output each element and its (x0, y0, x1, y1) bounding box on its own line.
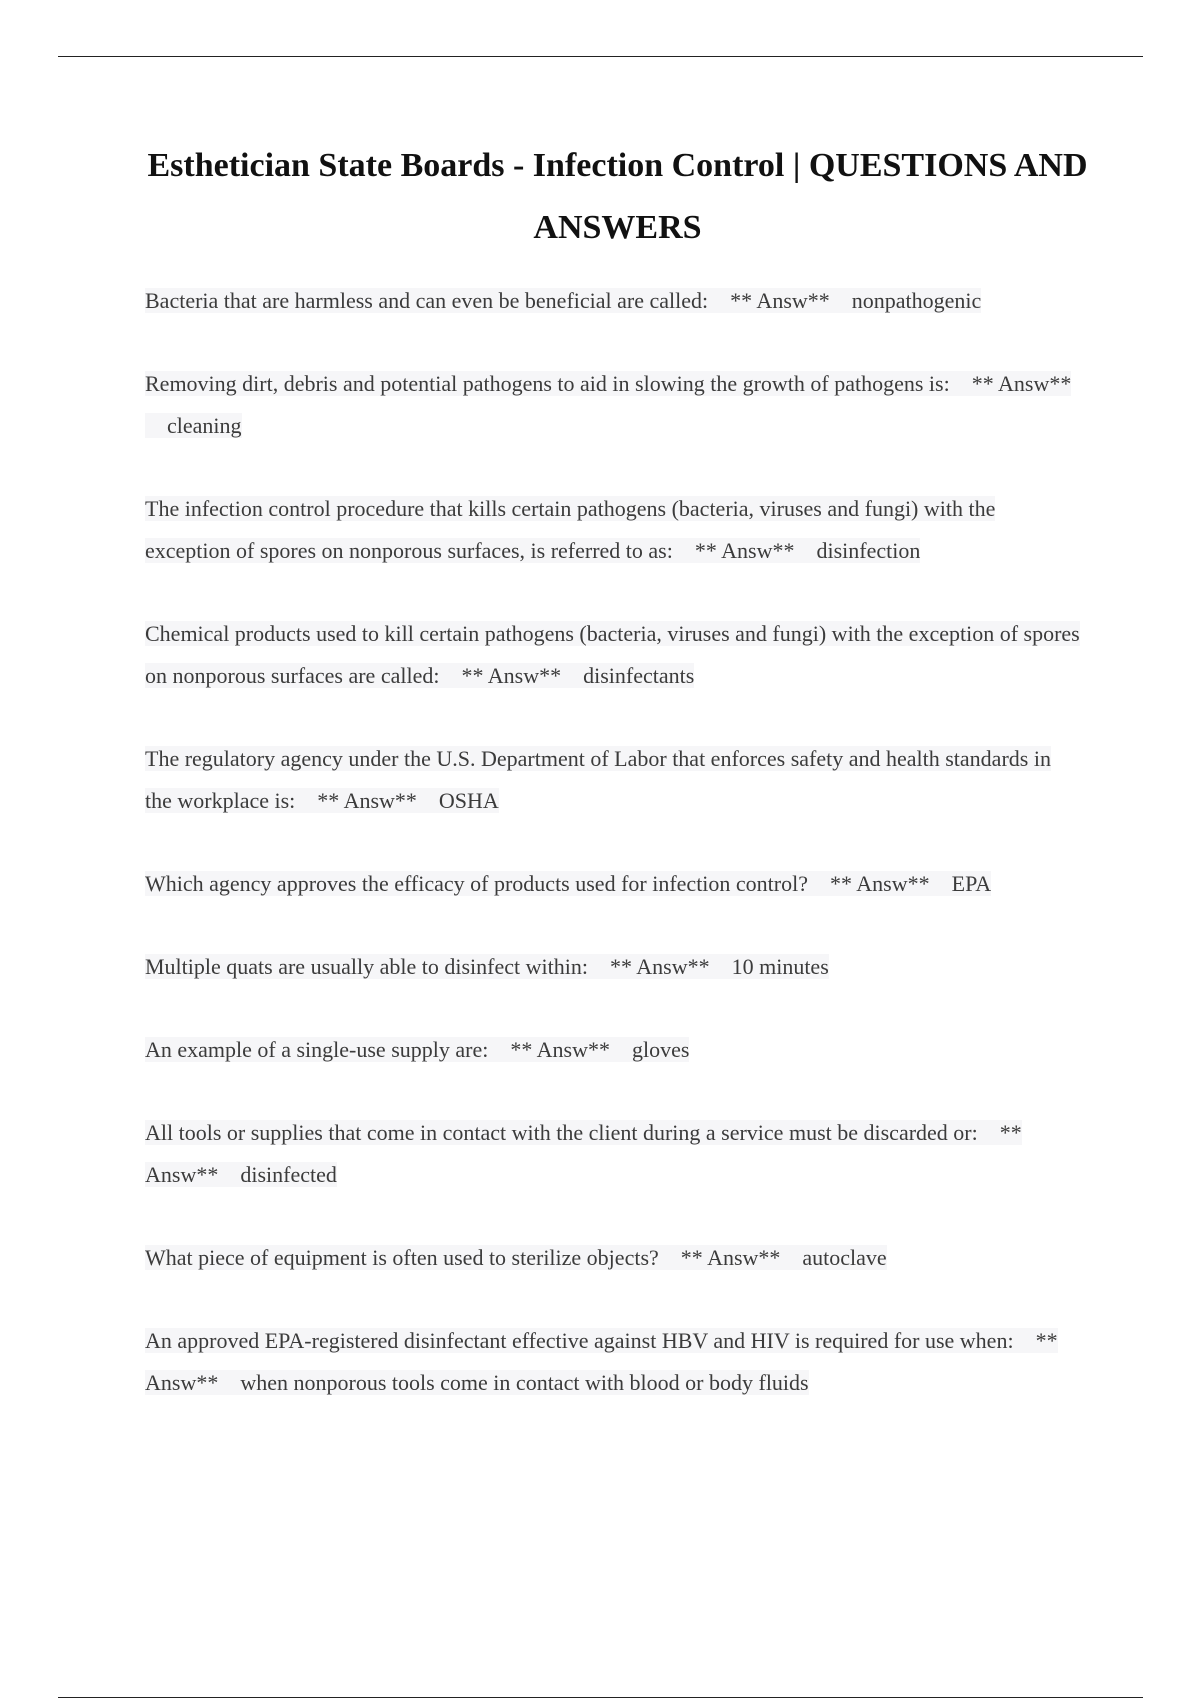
qa-item (145, 488, 1080, 572)
answer-text: OSHA (438, 788, 499, 813)
top-rule (58, 56, 1143, 57)
question-text: An approved EPA-registered disinfectant effective against HBV and HIV is required for use when: (145, 1328, 1014, 1353)
question-text: Bacteria that are harmless and can even be beneficial are called: (145, 288, 709, 313)
question-text: The regulatory agency under the U.S. Department of Labor that enforces safety and health standards in the workplace is: (145, 746, 1051, 813)
qa-item (145, 738, 1080, 822)
qa-list (145, 280, 1080, 1445)
answer-text: EPA (951, 871, 992, 896)
qa-item (145, 363, 1080, 447)
answer-marker: ** Answ** (694, 538, 795, 563)
question-text: Multiple quats are usually able to disinfect within: (145, 954, 588, 979)
document-title: Esthetician State Boards - Infection Control | QUESTIONS AND ANSWERS (147, 147, 1088, 246)
answer-marker: ** Answ** (830, 871, 930, 896)
qa-item (145, 1112, 1080, 1196)
qa-item (145, 1029, 1080, 1071)
answer-marker: ** Answ** (145, 1328, 1058, 1395)
answer-marker: ** Answ** (510, 1037, 610, 1062)
answer-text: disinfected (240, 1162, 337, 1187)
answer-text: 10 minutes (731, 954, 829, 979)
question-text: Which agency approves the efficacy of products used for infection control? (145, 871, 808, 896)
answer-marker: ** Answ** (145, 1120, 1022, 1187)
question-text: Removing dirt, debris and potential pathogens to aid in slowing the growth of pathogens is: (145, 371, 950, 396)
answer-text: gloves (631, 1037, 690, 1062)
answer-marker: ** Answ** (609, 954, 710, 979)
answer-text: cleaning (167, 413, 242, 438)
question-text: An example of a single-use supply are: (145, 1037, 489, 1062)
qa-item (145, 1237, 1080, 1279)
answer-marker: ** Answ** (730, 288, 830, 313)
qa-item (145, 613, 1080, 697)
answer-marker: ** Answ** (317, 788, 417, 813)
answer-text: when nonporous tools come in contact with blood or body fluids (240, 1370, 809, 1395)
qa-item (145, 1320, 1080, 1404)
question-text: What piece of equipment is often used to sterilize objects? (145, 1245, 659, 1270)
qa-item (145, 280, 1080, 322)
answer-marker: ** Answ** (680, 1245, 781, 1270)
answer-text: autoclave (802, 1245, 887, 1270)
question-text: The infection control procedure that kills certain pathogens (bacteria, viruses and fungi) with the exception of spores on nonporous surfaces, is referred to as: (145, 496, 996, 563)
answer-text: disinfectants (583, 663, 695, 688)
question-text: All tools or supplies that come in contact with the client during a service must be discarded or: (145, 1120, 978, 1145)
answer-marker: ** Answ** (461, 663, 562, 688)
qa-item (145, 946, 1080, 988)
answer-text: nonpathogenic (851, 288, 982, 313)
qa-item (145, 863, 1080, 905)
bottom-rule (58, 1697, 1143, 1698)
answer-text: disinfection (816, 538, 921, 563)
answer-marker: ** Answ** (971, 371, 1072, 396)
question-text: Chemical products used to kill certain pathogens (bacteria, viruses and fungi) with the exception of spores on nonporous surfaces are called: (145, 621, 1080, 688)
